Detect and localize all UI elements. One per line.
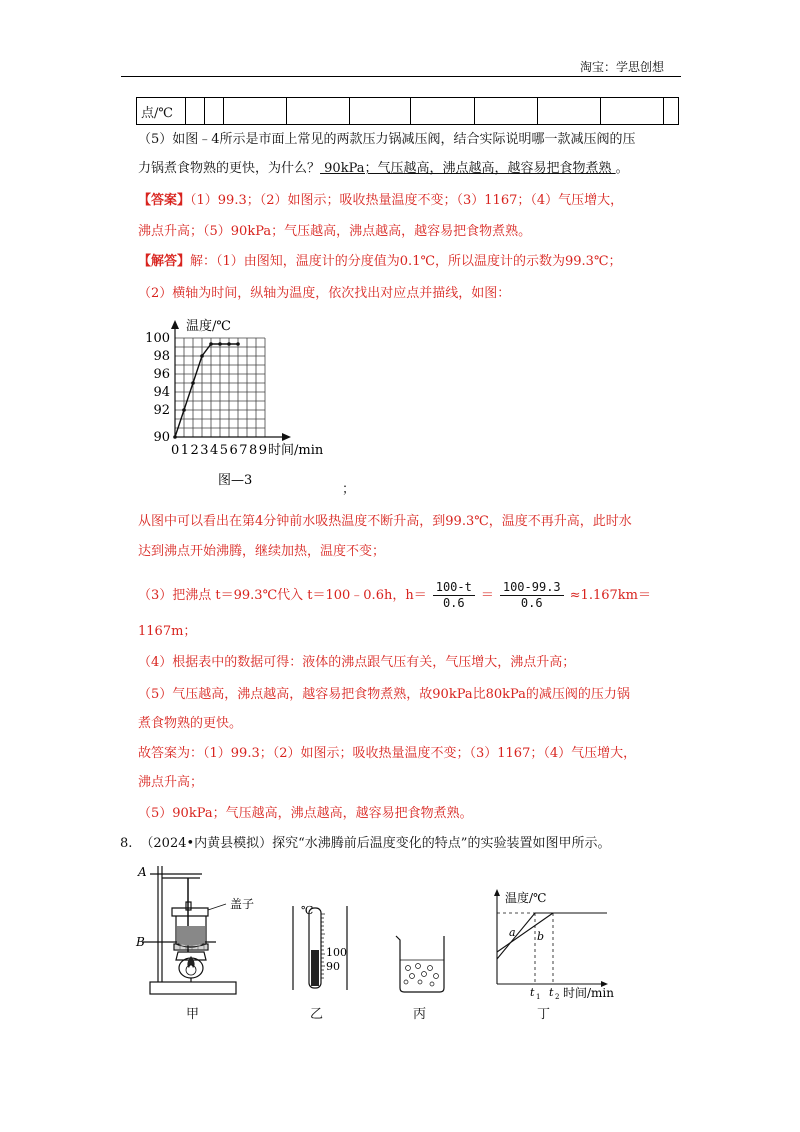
graph-y-label: 温度/℃ [186,319,231,334]
solution-line1 [138,253,622,271]
thermometer-figure [285,898,355,998]
solution-line6: 1167m； [138,624,197,639]
label-a: A [138,865,147,879]
graph-y-tick: 100 [145,331,170,346]
thermometer-90: 90 [326,960,340,973]
fraction-2-numerator: 100-99.3 [500,580,564,596]
header-rule [121,76,681,77]
q5-line2 [138,160,629,178]
graph-x-label: 时间/min [268,443,324,458]
graph-y-tick: 96 [153,367,170,382]
q5-line2-text: 力锅煮食物熟的更快，为什么？ [138,161,321,176]
solution-tag: 【解答】 [138,254,191,269]
graph-y-tick: 92 [153,403,170,418]
fraction-1-denominator: 0.6 [442,596,465,610]
solution-line7: （4）根据表中的数据可得：液体的沸点跟气压有关，气压增大，沸点升高； [138,655,576,670]
fraction-2 [500,580,564,611]
question-8 [120,835,610,853]
ding-y-label: 温度/℃ [505,891,547,905]
question-8-text: （2024•内黄县模拟）探究“水沸腾前后温度变化的特点”的实验装置如图甲所示。 [140,836,611,851]
q5-line1: （5）如图﹣4所示是市面上常见的两款压力锅减压阀，结合实际说明哪一款减压阀的压 [138,132,636,147]
t1-label: t [530,986,535,999]
answer-tag: 【答案】 [138,193,191,208]
fraction-1 [433,580,475,611]
caption-jia: 甲 [186,1007,200,1022]
graph-y-tick: 94 [153,385,170,400]
solution-line3: 从图中可以看出在第4分钟前水吸热温度不断升高，到99.3℃，温度不再升高，此时水 [138,514,632,529]
line-a-label: a [509,926,516,939]
table-cell [663,98,678,125]
graph-caption: 图—3 [218,473,253,488]
solution-line9: 煮食物熟的更快。 [138,716,243,731]
fraction-2-denominator: 0.6 [520,596,543,610]
solution-line5-result: ≈1.167km＝ [569,588,651,603]
beaker-figure [392,932,452,994]
table-cell [224,98,287,125]
t2-subscript: 2 [555,993,560,1001]
solution-line12: （5）90kPa；气压越高，沸点越高，越容易把食物煮熟。 [138,806,473,821]
t1-subscript: 1 [536,993,541,1001]
caption-yi: 乙 [310,1007,324,1022]
label-b: B [136,935,145,949]
graph-trailing-semicolon: ； [342,482,356,497]
table-cell [186,98,205,125]
solution-line5-text: （3）把沸点 t＝99.3℃代入 t＝100﹣0.6h，h＝ [138,588,427,603]
fraction-1-numerator: 100-t [433,580,475,596]
table-cell [474,98,537,125]
table-cell [411,98,474,125]
t2-label: t [549,986,554,999]
solution-line5 [138,580,651,612]
answer-line2: 沸点升高；（5）90kPa；气压越高，沸点越高，越容易把食物煮熟。 [138,224,532,239]
caption-ding: 丁 [537,1007,551,1022]
solution-line4: 达到沸点开始沸腾，继续加热，温度不变； [138,544,386,559]
graph-x-ticks: 0123456789 [171,443,267,458]
graph-y-tick: 90 [153,430,170,445]
solution-line10: 故答案为：（1）99.3；（2）如图示；吸收热量温度不变；（3）1167；（4）气压增大， [138,746,637,761]
graph-y-tick: 98 [153,349,170,364]
solution-line11: 沸点升高； [138,775,204,790]
table-cell [287,98,350,125]
solution-line8: （5）气压越高，沸点越高，越容易把食物煮熟，故90kPa比80kPa的减压阀的压力锅 [138,687,630,702]
table-cell [537,98,600,125]
temperature-graph-ding [485,884,635,1002]
boiling-point-table-row [136,97,679,125]
page-header: 淘宝：学思创想 [580,60,665,74]
table-row-label: 点/℃ [137,98,186,125]
apparatus-figure [130,860,270,1000]
temperature-time-graph [140,312,345,492]
thermometer-unit: ℃ [301,904,314,917]
lid-label: 盖子 [230,897,255,911]
q5-line2-end: 。 [615,161,629,176]
question-number: 8. [120,836,133,851]
line-b-label: b [537,930,545,943]
table-cell [600,98,663,125]
solution-line2: （2）横轴为时间，纵轴为温度，依次找出对应点并描线，如图： [138,286,511,301]
answer-line1 [138,192,623,210]
table-cell [350,98,411,125]
ding-x-label: 时间/min [563,986,614,1000]
equals-sign: ＝ [480,588,494,603]
table-cell [205,98,224,125]
q5-answer-blank: 90kPa；气压越高，沸点越高，越容易把食物煮熟 [320,161,616,176]
solution-text-1: 解：（1）由图知，温度计的分度值为0.1℃，所以温度计的示数为99.3℃； [190,254,622,269]
answer-text-1: （1）99.3；（2）如图示；吸收热量温度不变；（3）1167；（4）气压增大， [190,193,624,208]
caption-bing: 丙 [413,1007,427,1022]
thermometer-100: 100 [326,946,347,959]
